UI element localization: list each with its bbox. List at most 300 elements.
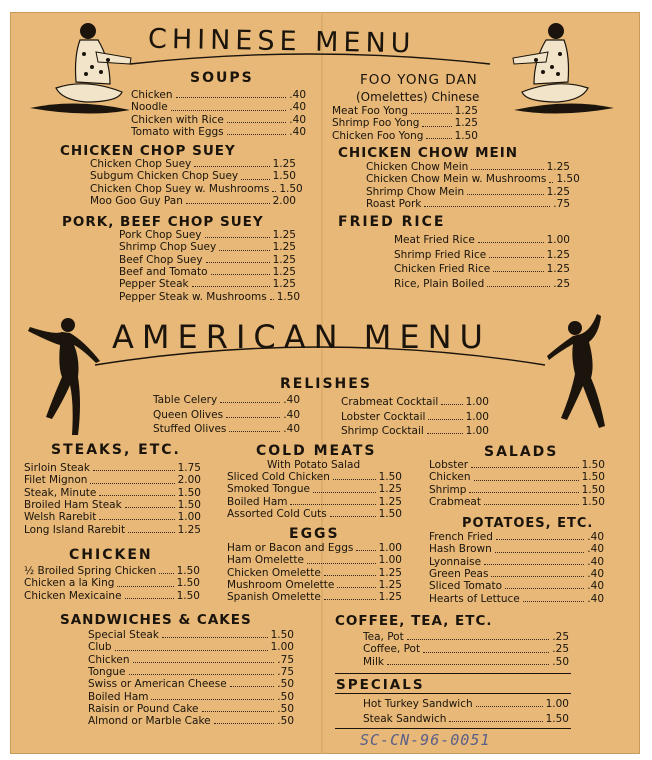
menu-item-row: [24, 590, 200, 602]
dot-leader: [505, 580, 584, 589]
menu-item-price: .75: [553, 197, 570, 210]
menu-item-row: [366, 186, 570, 198]
menu-item-row: [341, 425, 489, 437]
menu-item-name: Stuffed Olives: [153, 423, 227, 435]
menu-item-row: [227, 579, 402, 591]
dot-leader: [491, 568, 584, 577]
dot-leader: [205, 229, 270, 238]
dot-leader: [202, 703, 275, 712]
menu-item-name: Pork Chop Suey: [119, 229, 202, 241]
menu-item-name: Chicken Chow Mein w. Mushrooms: [366, 173, 547, 186]
menu-item-price: .40: [283, 394, 300, 406]
menu-item-price: .40: [587, 531, 604, 543]
dot-leader: [449, 713, 542, 722]
dot-leader: [227, 114, 286, 123]
menu-item-row: [90, 195, 296, 207]
menu-item-price: .40: [587, 567, 604, 580]
dot-leader: [220, 394, 280, 403]
dot-leader: [549, 173, 553, 182]
menu-item-name: Pepper Steak: [119, 278, 189, 291]
menu-item-price: .25: [552, 631, 569, 643]
steaks-heading: STEAKS, ETC.: [51, 442, 181, 458]
menu-item-price: 1.25: [272, 158, 296, 170]
menu-item-row: [429, 580, 604, 592]
menu-item-row: [88, 715, 294, 727]
menu-item-price: 1.50: [176, 577, 200, 590]
menu-item-row: [227, 567, 402, 579]
menu-item-row: [24, 565, 200, 577]
menu-item-row: [429, 471, 605, 483]
dot-leader: [211, 266, 270, 275]
dot-leader: [290, 496, 375, 505]
dot-leader: [99, 487, 174, 496]
menu-item-price: 1.00: [270, 641, 294, 654]
menu-item-price: 1.00: [465, 410, 489, 423]
menu-item-price: 1.50: [581, 459, 605, 471]
menu-item-row: [24, 487, 201, 499]
menu-item-name: Smoked Tongue: [227, 483, 310, 496]
menu-item-name: Chicken Chop Suey: [90, 158, 192, 170]
dot-leader: [227, 126, 287, 135]
dot-leader: [474, 471, 579, 480]
menu-item-row: [227, 542, 402, 554]
dot-leader: [484, 496, 579, 505]
dot-leader: [407, 631, 550, 640]
menu-item-name: Tomato with Eggs: [131, 125, 224, 138]
menu-item-name: Hot Turkey Sandwich: [363, 698, 473, 710]
chinese-menu-title: CHINESE MENU: [147, 23, 416, 60]
dot-leader: [151, 691, 274, 700]
dot-leader: [476, 698, 543, 707]
dancer-silhouette-right: [545, 308, 630, 443]
menu-item-price: .40: [587, 580, 604, 593]
menu-item-name: Crabmeat: [429, 495, 481, 508]
menu-item-name: Queen Olives: [153, 408, 224, 421]
menu-item-price: 1.25: [272, 241, 296, 254]
dot-leader: [176, 89, 287, 98]
catalog-number-stamp: SC-CN-96-0051: [360, 731, 491, 749]
menu-item-row: [131, 126, 306, 138]
menu-item-price: 1.25: [546, 185, 570, 198]
menu-item-row: [363, 656, 569, 668]
menu-item-name: Special Steak: [88, 629, 159, 641]
menu-item-price: 1.25: [546, 161, 570, 173]
menu-item-price: 1.25: [378, 495, 402, 508]
menu-item-row: [24, 577, 200, 589]
menu-item-price: 1.25: [177, 523, 201, 536]
menu-item-row: [88, 678, 294, 690]
menu-item-price: 1.25: [454, 105, 478, 117]
chop-suey-heading: CHICKEN CHOP SUEY: [60, 143, 236, 159]
menu-item-row: [429, 531, 604, 543]
menu-item-row: [366, 161, 570, 173]
menu-item-row: [332, 130, 478, 142]
dot-leader: [423, 643, 549, 652]
menu-item-row: [88, 666, 294, 678]
menu-item-name: Lyonnaise: [429, 555, 482, 568]
menu-item-price: 1.50: [279, 182, 303, 195]
menu-item-name: Pepper Steak w. Mushrooms: [119, 290, 267, 303]
menu-item-row: [119, 266, 296, 278]
foo-yong-subtitle: (Omelettes) Chinese: [356, 90, 480, 104]
menu-item-name: Lobster Cocktail: [341, 410, 426, 423]
dot-leader: [487, 278, 550, 287]
menu-item-price: 1.50: [545, 712, 569, 725]
menu-item-price: 1.00: [177, 511, 201, 524]
dot-leader: [241, 170, 269, 179]
menu-item-name: Hash Brown: [429, 543, 492, 556]
menu-item-name: Shrimp Chow Mein: [366, 185, 465, 198]
dot-leader: [478, 234, 544, 243]
menu-item-name: Chicken Omelette: [227, 566, 321, 579]
menu-item-row: [366, 173, 580, 186]
chow-mein-heading: CHICKEN CHOW MEIN: [338, 145, 519, 161]
dot-leader: [387, 656, 549, 665]
menu-item-row: [119, 254, 296, 266]
dot-leader: [469, 484, 578, 493]
menu-item-price: .40: [289, 89, 306, 101]
dot-leader: [226, 409, 280, 418]
soups-heading: SOUPS: [190, 70, 254, 86]
menu-item-price: 2.00: [177, 474, 201, 487]
dot-leader: [330, 508, 376, 517]
menu-item-row: [88, 654, 294, 666]
menu-item-row: [341, 396, 489, 408]
menu-item-price: 1.25: [272, 229, 296, 241]
dot-leader: [496, 531, 584, 540]
menu-item-row: [227, 496, 402, 508]
dot-leader: [471, 161, 543, 170]
menu-item-name: Noodle: [131, 101, 168, 114]
menu-item-row: [90, 182, 303, 195]
menu-item-name: Chicken with Rice: [131, 113, 224, 126]
menu-item-name: Boiled Ham: [227, 495, 288, 508]
dot-leader: [523, 593, 585, 602]
menu-item-name: Meat Foo Yong: [332, 105, 409, 117]
menu-item-name: Club: [88, 641, 112, 654]
menu-item-price: 1.50: [581, 471, 605, 484]
menu-item-name: Beef Chop Suey: [119, 253, 203, 266]
menu-item-price: .25: [552, 643, 569, 656]
menu-item-row: [341, 411, 489, 423]
dot-leader: [90, 474, 174, 483]
dot-leader: [467, 186, 543, 195]
dot-leader: [128, 524, 175, 533]
menu-item-row: [153, 409, 300, 421]
menu-item-name: Sliced Cold Chicken: [227, 471, 330, 483]
dot-leader: [422, 117, 451, 126]
menu-item-name: Shrimp Chop Suey: [119, 241, 217, 254]
dot-leader: [194, 158, 269, 167]
menu-item-name: Assorted Cold Cuts: [227, 507, 327, 520]
menu-item-name: Chicken Mexicaine: [24, 589, 122, 602]
menu-item-price: 1.75: [177, 462, 201, 474]
menu-item-row: [24, 462, 201, 474]
menu-item-name: Shrimp: [429, 483, 467, 496]
menu-item-row: [366, 198, 570, 210]
salads-heading: SALADS: [484, 444, 559, 460]
menu-item-row: [363, 631, 569, 643]
menu-item-row: [429, 543, 604, 555]
menu-item-price: .40: [587, 543, 604, 556]
menu-item-name: Chicken Foo Yong: [332, 129, 424, 142]
menu-item-price: 1.25: [378, 591, 402, 604]
seated-figure-right: [508, 22, 618, 122]
dot-leader: [206, 254, 270, 263]
pork-beef-heading: PORK, BEEF CHOP SUEY: [62, 214, 264, 230]
menu-item-name: Table Celery: [153, 394, 218, 406]
specials-rule-top: [335, 673, 571, 674]
menu-item-price: 1.50: [177, 498, 201, 511]
menu-item-name: Green Peas: [429, 567, 489, 580]
menu-item-price: 1.25: [454, 117, 478, 130]
menu-item-name: Rice, Plain Boiled: [394, 277, 485, 290]
dot-leader: [133, 654, 275, 663]
menu-item-row: [394, 249, 570, 261]
dancer-silhouette-left: [24, 315, 104, 440]
dot-leader: [125, 590, 174, 599]
specials-heading: SPECIALS: [336, 677, 425, 693]
menu-item-name: French Fried: [429, 531, 493, 543]
menu-item-row: [24, 511, 201, 523]
menu-item-name: Welsh Rarebit: [24, 511, 97, 524]
menu-item-row: [88, 629, 294, 641]
dot-leader: [484, 556, 584, 565]
dot-leader: [192, 278, 270, 287]
menu-item-name: Shrimp Foo Yong: [332, 117, 420, 130]
menu-item-price: 1.25: [272, 253, 296, 266]
dot-leader: [125, 499, 175, 508]
menu-item-name: Ham or Bacon and Eggs: [227, 542, 354, 554]
dot-leader: [230, 678, 275, 687]
dot-leader: [307, 554, 376, 563]
dot-leader: [115, 641, 268, 650]
menu-item-name: Beef and Tomato: [119, 265, 208, 278]
menu-item-price: 1.50: [270, 629, 294, 641]
menu-item-price: 1.25: [272, 278, 296, 291]
menu-item-price: .40: [587, 592, 604, 605]
menu-item-row: [332, 117, 478, 129]
menu-item-price: 1.50: [581, 483, 605, 496]
dot-leader: [219, 241, 269, 250]
menu-item-price: 1.25: [378, 578, 402, 591]
dot-leader: [495, 543, 585, 552]
menu-item-name: Meat Fried Rice: [394, 234, 475, 246]
menu-item-price: 1.25: [546, 263, 570, 276]
menu-item-row: [227, 591, 402, 603]
menu-item-row: [429, 593, 604, 605]
dot-leader: [159, 565, 173, 574]
menu-item-row: [363, 713, 569, 725]
menu-item-row: [227, 508, 402, 520]
menu-item-price: 1.25: [378, 483, 402, 496]
dot-leader: [229, 423, 280, 432]
dot-leader: [129, 666, 275, 675]
menu-item-price: .50: [277, 678, 294, 691]
menu-item-price: 1.50: [272, 170, 296, 183]
menu-item-row: [24, 524, 201, 536]
dot-leader: [441, 396, 462, 405]
menu-item-price: .40: [289, 113, 306, 126]
specials-rule-bottom: [335, 728, 571, 729]
menu-item-row: [119, 278, 296, 290]
menu-item-row: [24, 474, 201, 486]
dot-leader: [214, 715, 275, 724]
menu-item-name: Shrimp Cocktail: [341, 425, 424, 437]
menu-item-name: Tea, Pot: [363, 631, 404, 643]
menu-item-row: [332, 105, 478, 117]
menu-item-row: [131, 89, 306, 101]
menu-item-name: Spanish Omelette: [227, 591, 321, 604]
menu-item-name: Lobster: [429, 459, 469, 471]
menu-item-name: Chicken: [131, 89, 173, 101]
dot-leader: [424, 198, 550, 207]
dot-leader: [493, 263, 543, 272]
chicken-heading: CHICKEN: [69, 547, 153, 563]
dot-leader: [471, 459, 578, 468]
dot-leader: [337, 579, 375, 588]
dot-leader: [272, 183, 276, 192]
menu-item-name: Milk: [363, 655, 384, 668]
coffee-heading: COFFEE, TEA, ETC.: [335, 613, 493, 629]
menu-item-price: 1.50: [556, 173, 580, 186]
menu-item-row: [131, 114, 306, 126]
menu-item-price: .40: [587, 555, 604, 568]
menu-item-row: [429, 496, 605, 508]
menu-item-name: Shrimp Fried Rice: [394, 248, 487, 261]
specials-rule-mid: [335, 693, 571, 694]
menu-item-price: .40: [289, 125, 306, 138]
dot-leader: [162, 629, 268, 638]
menu-item-row: [363, 698, 569, 710]
menu-item-price: 1.50: [378, 507, 402, 520]
menu-item-price: 1.00: [465, 425, 489, 437]
foo-yong-heading: FOO YONG DAN: [360, 72, 478, 88]
menu-item-name: Swiss or American Cheese: [88, 678, 227, 691]
menu-item-name: Moo Goo Guy Pan: [90, 194, 183, 207]
menu-item-name: Hearts of Lettuce: [429, 592, 520, 605]
menu-item-price: 1.25: [272, 265, 296, 278]
menu-item-price: 1.50: [276, 290, 301, 303]
menu-item-row: [227, 471, 402, 483]
menu-item-row: [429, 568, 604, 580]
menu-item-row: [153, 394, 300, 406]
menu-item-row: [429, 459, 605, 471]
menu-item-name: Chicken: [88, 653, 130, 666]
dot-leader: [489, 249, 543, 258]
menu-item-price: 1.50: [454, 129, 478, 142]
fried-rice-heading: FRIED RICE: [338, 214, 446, 230]
menu-item-row: [90, 158, 296, 170]
eggs-heading: EGGS: [289, 526, 340, 542]
menu-item-price: .75: [277, 653, 294, 666]
menu-item-row: [394, 234, 570, 246]
american-menu-title: AMERICAN MENU: [112, 318, 491, 356]
dot-leader: [93, 462, 175, 471]
menu-item-name: Almond or Marble Cake: [88, 715, 211, 728]
menu-item-name: Chicken Chow Mein: [366, 161, 469, 173]
dot-leader: [426, 130, 451, 139]
menu-item-name: Subgum Chicken Chop Suey: [90, 170, 239, 183]
menu-item-price: 1.00: [465, 396, 489, 408]
menu-item-name: Long Island Rarebit: [24, 523, 126, 536]
menu-item-name: Tongue: [88, 665, 126, 678]
menu-item-name: Sliced Tomato: [429, 580, 502, 593]
cold-meats-heading: COLD MEATS: [256, 443, 377, 459]
cold-meats-subtitle: With Potato Salad: [267, 459, 361, 471]
dot-leader: [356, 542, 375, 551]
menu-item-row: [131, 101, 306, 113]
menu-item-price: 1.00: [378, 554, 402, 567]
menu-item-name: Ham Omelette: [227, 554, 304, 567]
dot-leader: [313, 483, 376, 492]
menu-item-name: Chicken a la King: [24, 577, 115, 590]
sandwiches-heading: SANDWICHES & CAKES: [60, 612, 252, 628]
menu-item-row: [88, 703, 294, 715]
menu-item-name: Steak Sandwich: [363, 712, 447, 725]
menu-item-price: 1.50: [176, 565, 200, 577]
menu-item-name: Raisin or Pound Cake: [88, 702, 199, 715]
menu-item-price: 1.50: [176, 589, 200, 602]
menu-item-price: 1.00: [545, 698, 569, 710]
menu-item-price: .50: [277, 702, 294, 715]
dot-leader: [411, 105, 452, 114]
menu-item-row: [363, 643, 569, 655]
dot-leader: [99, 511, 174, 520]
menu-item-price: 1.50: [177, 486, 201, 499]
menu-item-price: .50: [277, 715, 294, 728]
menu-item-price: 1.00: [546, 234, 570, 246]
dot-leader: [333, 471, 376, 480]
dot-leader: [427, 425, 463, 434]
menu-item-row: [88, 641, 294, 653]
dot-leader: [324, 591, 376, 600]
menu-item-name: Sirloin Steak: [24, 462, 90, 474]
menu-item-price: .75: [277, 665, 294, 678]
menu-item-name: Coffee, Pot: [363, 643, 421, 656]
menu-item-price: .50: [552, 655, 569, 668]
menu-item-row: [119, 229, 296, 241]
dot-leader: [171, 101, 287, 110]
menu-item-row: [88, 691, 294, 703]
menu-item-price: .25: [553, 277, 570, 290]
menu-item-name: Steak, Minute: [24, 486, 97, 499]
dot-leader: [117, 577, 173, 586]
menu-item-price: 2.00: [272, 194, 296, 207]
menu-item-row: [119, 290, 301, 303]
menu-item-price: .50: [277, 690, 294, 703]
menu-item-price: 1.25: [546, 248, 570, 261]
dot-leader: [428, 411, 462, 420]
relishes-heading: RELISHES: [280, 376, 372, 392]
menu-item-name: Mushroom Omelette: [227, 578, 335, 591]
menu-item-row: [394, 263, 570, 275]
menu-item-row: [90, 170, 296, 182]
menu-item-name: Chicken: [429, 471, 471, 484]
menu-item-row: [394, 278, 570, 290]
menu-item-row: [153, 423, 300, 435]
menu-item-name: Boiled Ham: [88, 690, 149, 703]
menu-item-row: [24, 499, 201, 511]
potatoes-heading: POTATOES, ETC.: [462, 516, 594, 531]
menu-item-name: ½ Broiled Spring Chicken: [24, 565, 157, 577]
menu-item-name: Chicken Fried Rice: [394, 263, 491, 276]
menu-item-name: Broiled Ham Steak: [24, 498, 122, 511]
menu-item-price: 1.50: [378, 471, 402, 483]
menu-item-row: [429, 484, 605, 496]
menu-item-price: 1.25: [378, 566, 402, 579]
menu-item-row: [429, 556, 604, 568]
